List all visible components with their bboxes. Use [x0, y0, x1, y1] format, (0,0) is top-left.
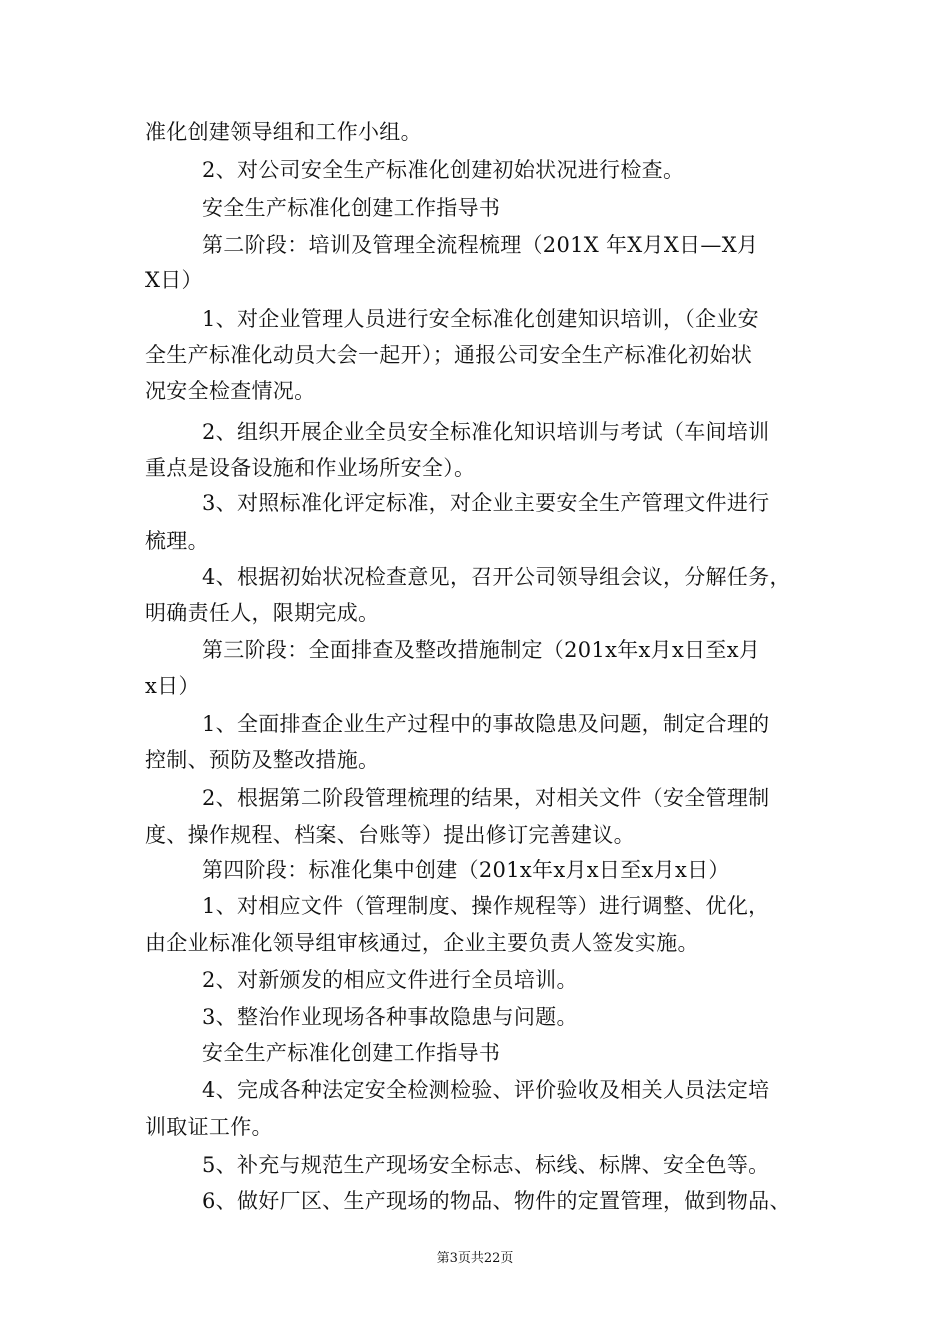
text-line: 明确责任人，限期完成。 [145, 601, 380, 625]
text-line: 4、完成各种法定安全检测检验、评价验收及相关人员法定培 [202, 1078, 770, 1102]
text-line: 第三阶段：全面排查及整改措施制定（201x年x月x日至x月 [202, 638, 761, 662]
text-line: X日） [145, 268, 203, 292]
text-line: 度、操作规程、档案、台账等）提出修订完善建议。 [145, 823, 635, 847]
text-line: 准化创建领导组和工作小组。 [145, 120, 422, 144]
text-line: 1、对相应文件（管理制度、操作规程等）进行调整、优化， [202, 894, 770, 918]
page-footer [0, 1251, 950, 1267]
text-line: 训取证工作。 [145, 1115, 273, 1139]
text-line: 5、补充与规范生产现场安全标志、标线、标牌、安全色等。 [202, 1153, 770, 1177]
text-line: 3、对照标准化评定标准，对企业主要安全生产管理文件进行 [202, 491, 770, 515]
text-line: 况安全检查情况。 [145, 379, 316, 403]
text-line: 1、全面排查企业生产过程中的事故隐患及问题，制定合理的 [202, 712, 770, 736]
text-line: 由企业标准化领导组审核通过，企业主要负责人签发实施。 [145, 931, 699, 955]
text-line: 3、整治作业现场各种事故隐患与问题。 [202, 1005, 578, 1029]
text-line: 2、对公司安全生产标准化创建初始状况进行检查。 [202, 158, 685, 182]
text-line: 6、做好厂区、生产现场的物品、物件的定置管理，做到物品、 [202, 1189, 791, 1213]
page-number: 第3页共22页 [436, 1251, 514, 1266]
text-line: 第二阶段：培训及管理全流程梳理（201X 年X月X日—X月 [202, 233, 759, 257]
text-line: 梳理。 [145, 529, 209, 553]
text-line: 1、对企业管理人员进行安全标准化创建知识培训，（企业安 [202, 307, 759, 331]
text-line: 重点是设备设施和作业场所安全）。 [145, 456, 476, 480]
text-line: 2、根据第二阶段管理梳理的结果，对相关文件（安全管理制 [202, 786, 770, 810]
text-line: 安全生产标准化创建工作指导书 [202, 196, 501, 220]
text-line: 2、对新颁发的相应文件进行全员培训。 [202, 968, 578, 992]
text-line: 全生产标准化动员大会一起开）；通报公司安全生产标准化初始状 [145, 343, 753, 367]
text-line: 4、根据初始状况检查意见，召开公司领导组会议，分解任务， [202, 565, 791, 589]
text-line: 第四阶段：标准化集中创建（201x年x月x日至x月x日） [202, 858, 730, 882]
text-line: 安全生产标准化创建工作指导书 [202, 1041, 501, 1065]
text-line: 2、组织开展企业全员安全标准化知识培训与考试（车间培训 [202, 420, 770, 444]
text-line: x日） [145, 674, 200, 698]
text-line: 控制、预防及整改措施。 [145, 748, 380, 772]
